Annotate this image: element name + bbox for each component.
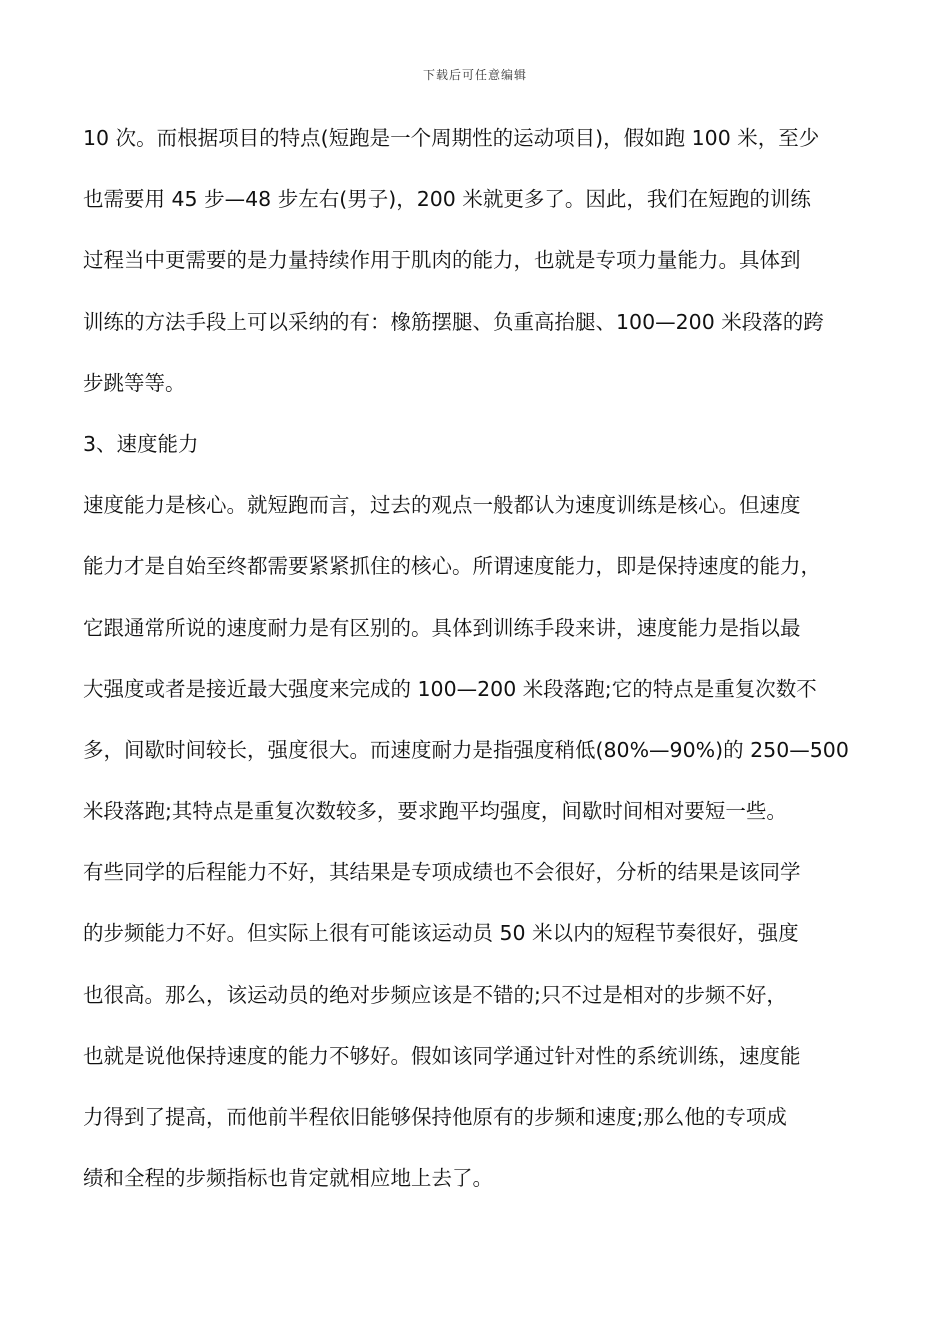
text-line: 米段落跑;其特点是重复次数较多，要求跑平均强度，间歇时间相对要短一些。 (83, 799, 787, 824)
text-line: 有些同学的后程能力不好，其结果是专项成绩也不会很好，分析的结果是该同学 (83, 860, 801, 885)
text-line: 它跟通常所说的速度耐力是有区别的。具体到训练手段来讲，速度能力是指以最 (83, 615, 801, 640)
text-line: 绩和全程的步频指标也肯定就相应地上去了。 (83, 1166, 493, 1191)
section-heading: 3、速度能力 (83, 431, 199, 456)
text-line: 也需要用 45 步—48 步左右(男子)，200 米就更多了。因此，我们在短跑的训练 (83, 187, 811, 212)
text-line: 也很高。那么，该运动员的绝对步频应该是不错的;只不过是相对的步频不好， (83, 982, 787, 1007)
text-line: 的步频能力不好。但实际上很有可能该运动员 50 米以内的短程节奏很好，强度 (83, 921, 799, 946)
page-header-note: 下载后可任意编辑 (422, 68, 527, 82)
text-line: 大强度或者是接近最大强度来完成的 100—200 米段落跑;它的特点是重复次数不 (83, 676, 817, 701)
text-line: 能力才是自始至终都需要紧紧抓住的核心。所谓速度能力，即是保持速度的能力， (83, 554, 821, 579)
text-line: 10 次。而根据项目的特点(短跑是一个周期性的运动项目)，假如跑 100 米，至少 (83, 126, 820, 150)
document-body (83, 122, 883, 1223)
text-line: 过程当中更需要的是力量持续作用于肌肉的能力，也就是专项力量能力。具体到 (83, 248, 801, 273)
text-line: 训练的方法手段上可以采纳的有：橡筋摆腿、负重高抬腿、100—200 米段落的跨 (83, 309, 824, 334)
text-line: 也就是说他保持速度的能力不够好。假如该同学通过针对性的系统训练，速度能 (83, 1043, 801, 1068)
text-line: 力得到了提高，而他前半程依旧能够保持他原有的步频和速度;那么他的专项成 (83, 1105, 787, 1129)
text-line: 步跳等等。 (83, 370, 186, 395)
text-line: 多，间歇时间较长，强度很大。而速度耐力是指强度稍低(80%—90%)的 250—500 (83, 737, 849, 762)
text-line: 速度能力是核心。就短跑而言，过去的观点一般都认为速度训练是核心。但速度 (83, 493, 801, 518)
